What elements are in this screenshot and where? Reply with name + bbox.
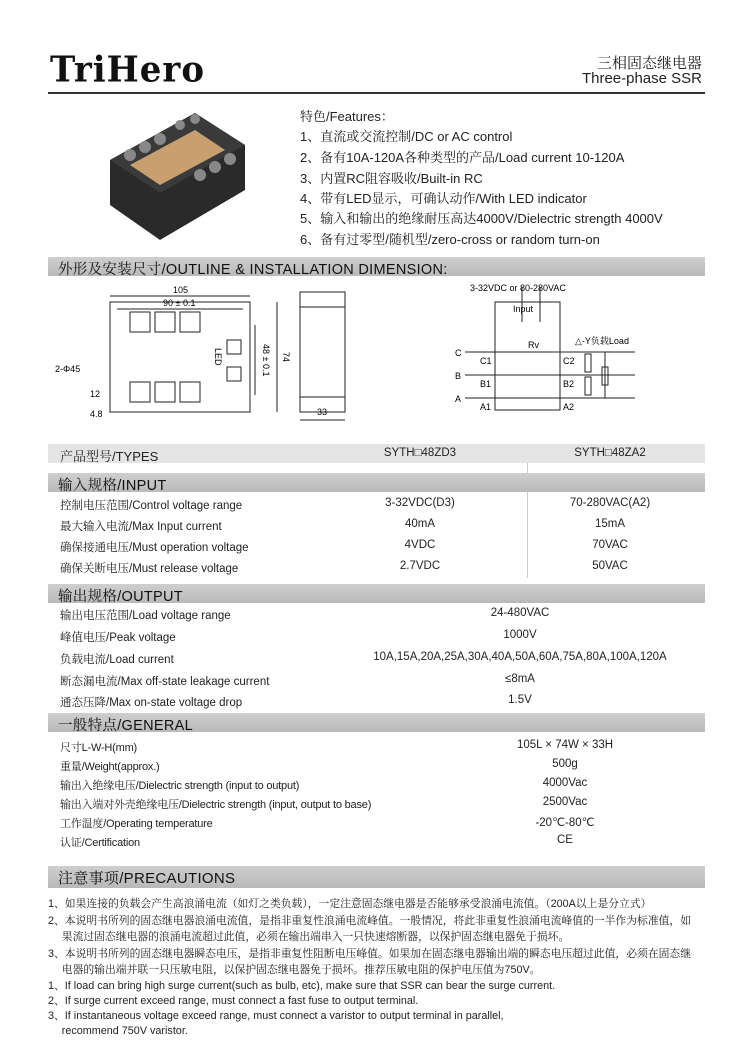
type-col1: SYTH□48ZD3 (383, 447, 457, 459)
precaution-line: 3、本说明书所列的固态继电器瞬态电压，是指非重复性阻断电压峰值。如果加在固态继电器输出端的瞬态电压超过此值，必须在固态继 (48, 948, 692, 960)
input-row-label: 确保接通电压/Must operation voltage (60, 542, 249, 554)
dim-12: 12 (90, 389, 101, 399)
dim-hole: 2-Φ45 (55, 364, 81, 374)
dim-74: 74 (281, 352, 291, 363)
input-value-d3: 40mA (404, 518, 436, 530)
output-row-label: 峰值电压/Peak voltage (60, 632, 176, 644)
feature-item: 2、备有10A-120A各种类型的产品/Load current 10-120A (300, 150, 625, 165)
general-value: CE (557, 834, 573, 846)
section-output: 输出规格/OUTPUT (48, 584, 705, 603)
input-value-d3: 4VDC (404, 539, 436, 551)
product-image (100, 105, 250, 245)
title-en: Three-phase SSR (581, 70, 702, 87)
led-label: LED (213, 348, 223, 366)
terminal-b2: B2 (563, 379, 575, 389)
general-value: 500g (552, 758, 578, 770)
feature-item: 6、备有过零型/随机型/zero-cross or random turn-on (300, 232, 600, 247)
input-label: Input (513, 304, 534, 314)
feature-item: 3、内置RC阻容吸收/Built-in RC (300, 171, 483, 186)
input-value-d3: 2.7VDC (399, 560, 441, 572)
general-row-label: 重量/Weight(approx.) (60, 761, 160, 773)
input-value-a2: 70VAC (592, 539, 628, 551)
terminal-a1: A1 (480, 402, 492, 412)
load-label: △-Y负载Load (575, 336, 629, 346)
general-value: -20℃-80℃ (535, 817, 595, 829)
dim-4-8: 4.8 (90, 409, 103, 419)
output-value: ≤8mA (505, 673, 535, 685)
output-row-label: 负载电流/Load current (60, 654, 174, 666)
phase-b: B (455, 371, 462, 381)
features-title: 特色/Features： (300, 109, 394, 124)
output-row-label: 断态漏电流/Max off-state leakage current (60, 676, 270, 688)
type-col2: SYTH□48ZA2 (574, 447, 646, 459)
output-row-label: 通态压降/Max on-state voltage drop (60, 697, 243, 709)
header-divider (48, 92, 705, 94)
general-row-label: 输出入绝缘电压/Dielectric strength (input to output) (60, 780, 300, 792)
input-row-label: 控制电压范围/Control voltage range (60, 500, 243, 512)
precaution-line: 果流过固态继电器的浪涌电流超过此值，必须在输出端串入一只快速熔断器，以保护固态继电器免于损坏。 (48, 931, 570, 943)
phase-c: C (455, 348, 462, 358)
terminal-c2: C2 (563, 356, 575, 366)
terminal-b1: B1 (480, 379, 492, 389)
title-cn: 三相固态继电器 (596, 55, 702, 72)
section-precautions: 注意事项/PRECAUTIONS (48, 866, 705, 888)
input-row-label: 确保关断电压/Must release voltage (60, 563, 239, 575)
dim-48: 48 ± 0.1 (261, 344, 271, 377)
precaution-line: 1、如果连接的负载会产生高浪涌电流（如灯之类负载），一定注意固态继电器是否能够承受浪涌电流值。（200A以上是分立式） (48, 898, 652, 910)
feature-item: 1、直流或交流控制/DC or AC control (300, 129, 513, 144)
feature-item: 4、带有LED显示，可确认动作/With LED indicator (300, 191, 587, 206)
precaution-line: 3、If instantaneous voltage exceed range, must connect a varistor to output terminal in parallel, (48, 1010, 504, 1022)
precaution-line: 2、If surge current exceed range, must connect a fast fuse to output terminal. (48, 995, 419, 1007)
brand-logo: TriHero (50, 49, 206, 91)
section-outline: 外形及安装尺寸/OUTLINE & INSTALLATION DIMENSION: (48, 257, 705, 276)
terminal-c1: C1 (480, 356, 492, 366)
dim-33: 33 (317, 407, 328, 417)
output-value: 24-480VAC (490, 607, 550, 619)
input-range: 3-32VDC or 80-280VAC (470, 283, 566, 293)
output-value: 1000V (503, 629, 537, 641)
section-input: 输入规格/INPUT (48, 473, 705, 492)
precaution-line: 1、If load can bring high surge current(such as bulb, etc), make sure that SSR can bear the surge current. (48, 980, 556, 992)
output-value: 10A,15A,20A,25A,30A,40A,50A,60A,75A,80A,100A,120A (373, 651, 667, 663)
section-general: 一般特点/GENERAL (48, 713, 705, 732)
dim-90: 90 ± 0.1 (163, 298, 196, 308)
input-value-a2: 15mA (594, 518, 626, 530)
output-row-label: 输出电压范围/Load voltage range (60, 610, 231, 622)
general-row-label: 尺寸L-W-H(mm) (60, 742, 138, 754)
types-label: 产品型号/TYPES (60, 449, 159, 464)
dim-105: 105 (173, 285, 189, 295)
general-row-label: 工作温度/Operating temperature (60, 818, 213, 830)
general-row-label: 认证/Certification (60, 837, 140, 849)
general-value: 105L × 74W × 33H (516, 739, 614, 751)
general-row-label: 输出入端对外壳绝缘电压/Dielectric strength (input, output to base) (60, 799, 372, 811)
general-value: 4000Vac (542, 777, 588, 789)
input-row-label: 最大输入电流/Max Input current (60, 521, 222, 533)
input-value-a2: 50VAC (592, 560, 628, 572)
terminal-a2: A2 (563, 402, 575, 412)
phase-a: A (455, 394, 462, 404)
precaution-line: recommend 750V varistor. (48, 1025, 188, 1037)
general-value: 2500Vac (542, 796, 588, 808)
outline-diagram (55, 282, 715, 432)
varistor-label: Rv (528, 340, 539, 350)
output-value: 1.5V (508, 694, 532, 706)
precaution-line: 2、本说明书所列的固态继电器浪涌电流值，是指非重复性浪涌电流峰值。一般情况，将此非重复性浪涌电流峰值的一半作为标准值，如 (48, 915, 692, 927)
precaution-line: 电器的输出端并联一只压敏电阻，以保护固态继电器免于损坏。推荐压敏电阻的保护电压值为750V。 (48, 964, 541, 976)
input-value-d3: 3-32VDC(D3) (385, 497, 455, 509)
feature-item: 5、输入和输出的绝缘耐压高达4000V/Dielectric strength 4000V (300, 211, 663, 226)
input-value-a2: 70-280VAC(A2) (569, 497, 651, 509)
